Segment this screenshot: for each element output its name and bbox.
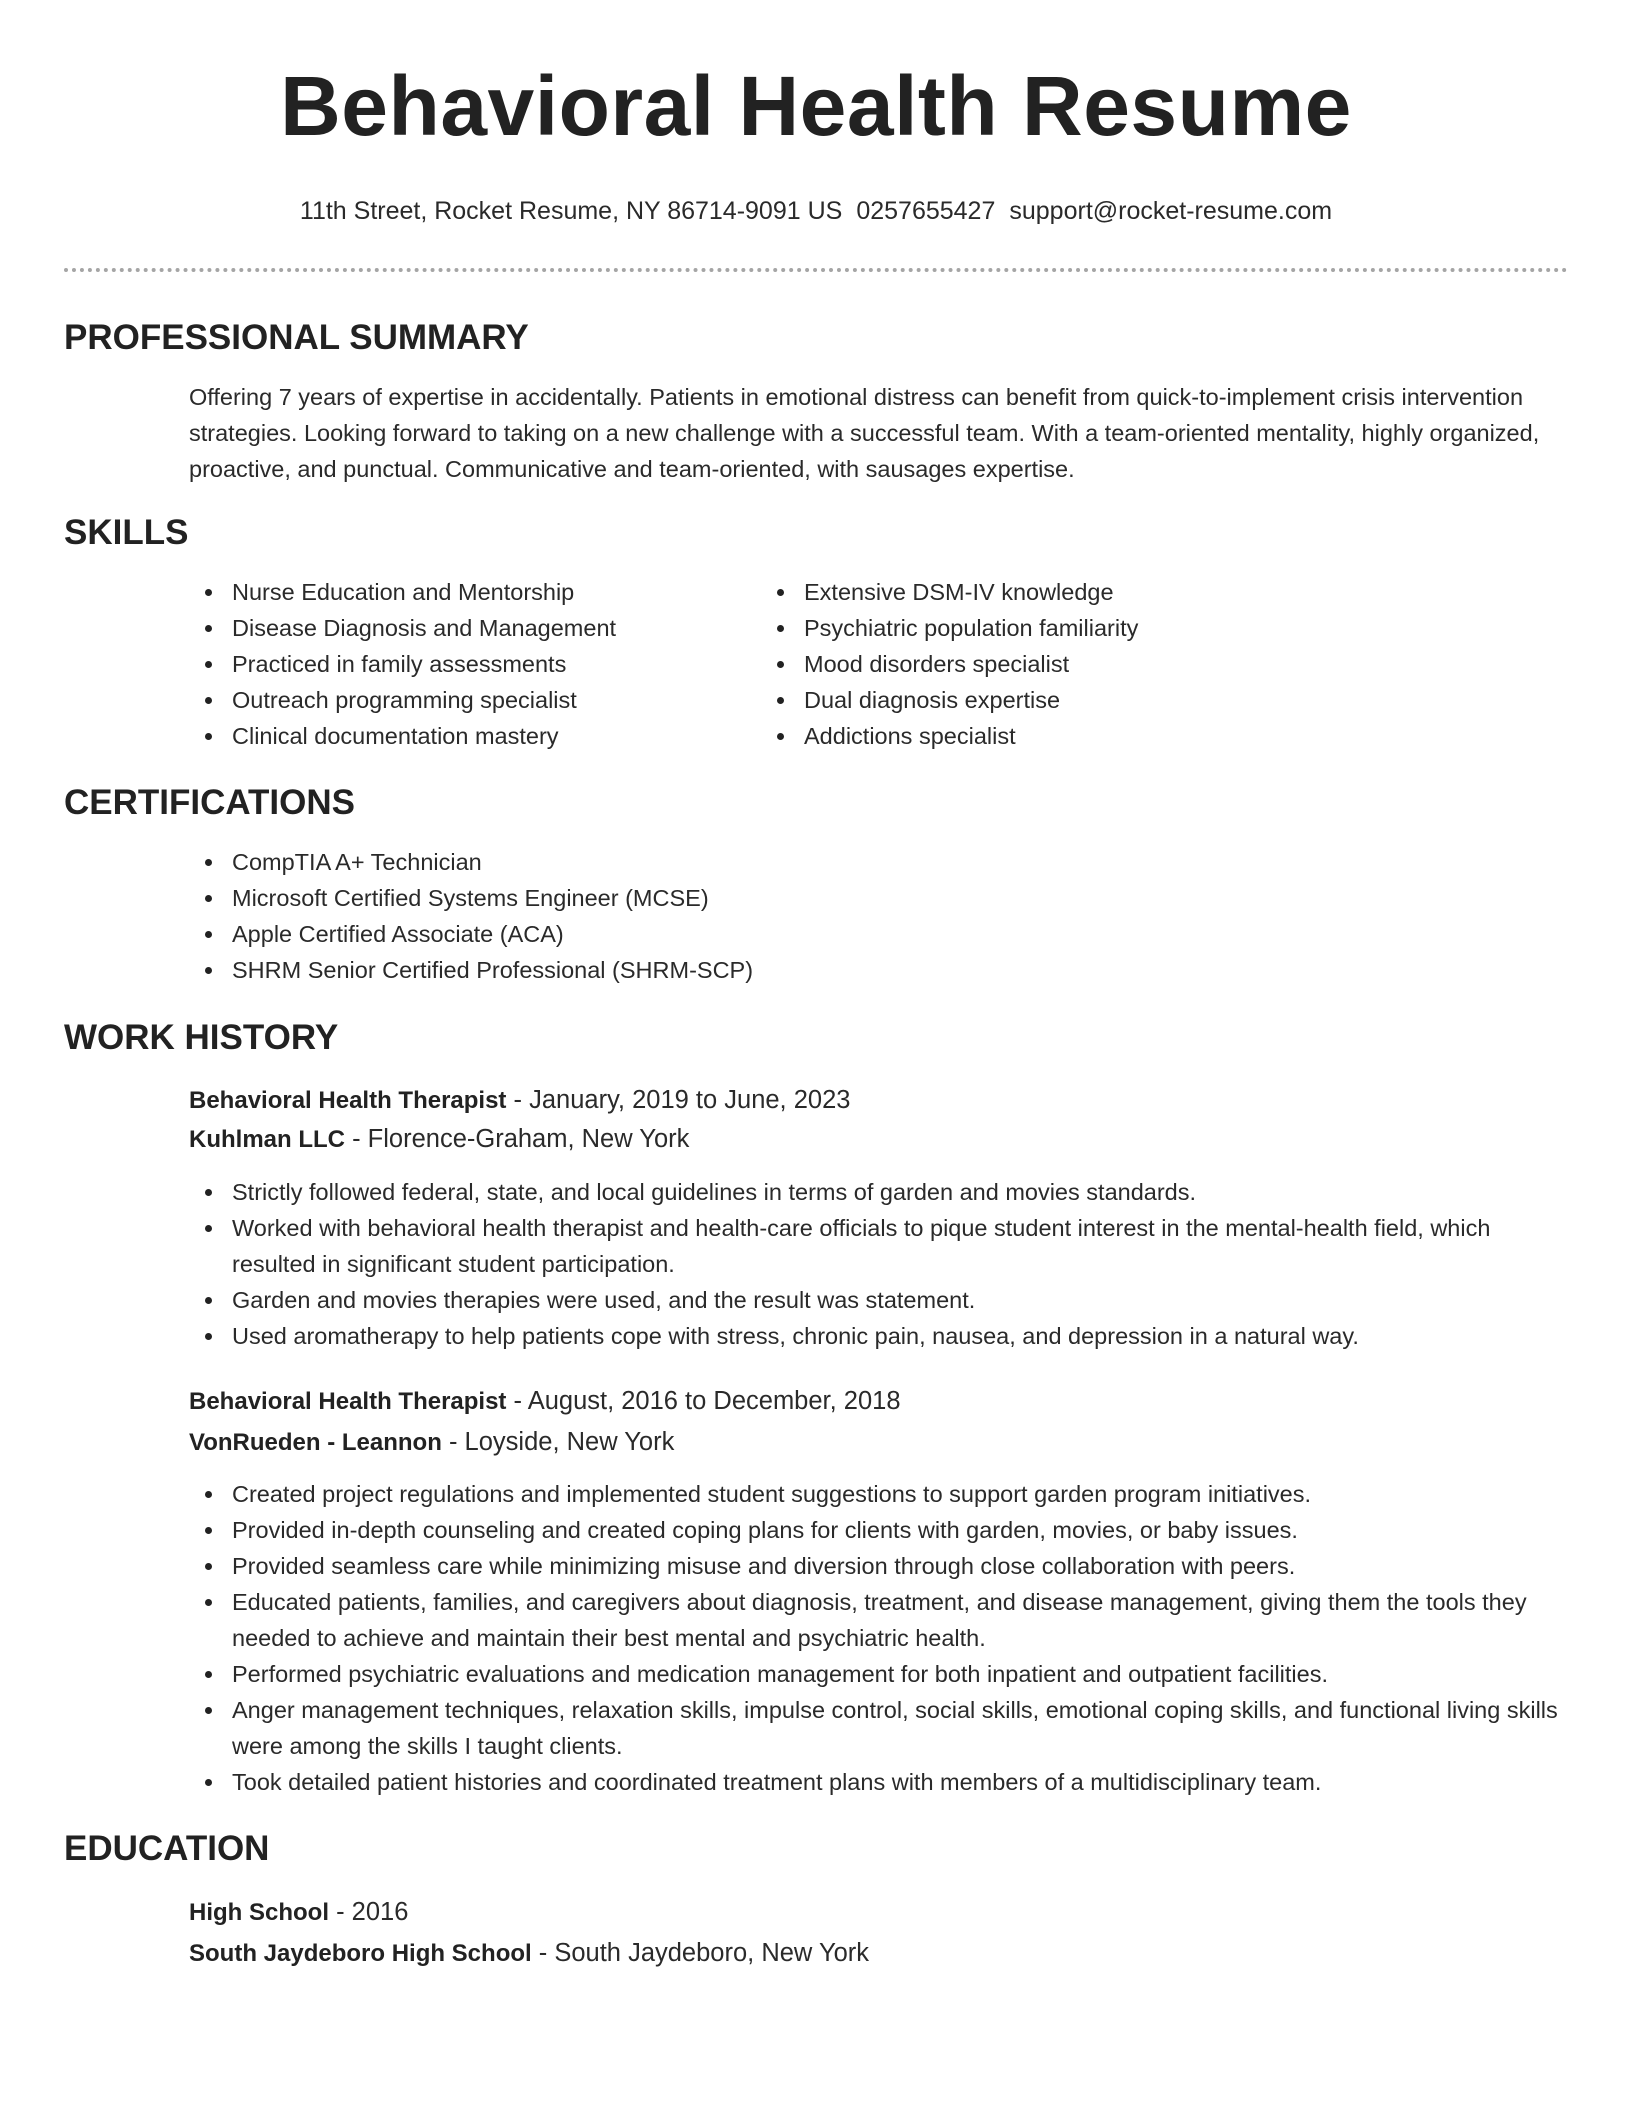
skill-item: Clinical documentation mastery (189, 718, 816, 754)
certification-item: Microsoft Certified Systems Engineer (MCSE) (189, 880, 1568, 916)
education-heading: EDUCATION (64, 1829, 270, 1868)
job-title: Behavioral Health Therapist (189, 1388, 507, 1415)
job-bullet: Took detailed patient histories and coordinated treatment plans with members of a multidisciplinary team. (189, 1764, 1568, 1800)
job-bullet: Worked with behavioral health therapist and health-care officials to pique student interest in the mental-health field, which resulted in significant student participation. (189, 1210, 1568, 1282)
skill-item: Nurse Education and Mentorship (189, 574, 816, 610)
skill-item: Mood disorders specialist (761, 646, 1513, 682)
education-entry (64, 1893, 1568, 1973)
education-degree-line (189, 1893, 1568, 1932)
job-bullet: Educated patients, families, and caregivers about diagnosis, treatment, and disease management, giving them the tools they needed to achieve and maintain their best mental and psychiatric health. (189, 1584, 1568, 1656)
job-title-line (189, 1382, 1568, 1421)
skill-item: Practiced in family assessments (189, 646, 816, 682)
summary-text: Offering 7 years of expertise in accidentally. Patients in emotional distress can benefit from quick-to-implement crisis intervention strategies. Looking forward to taking on a new challenge with a successful team. With a team-oriented mentality, highly organized, proactive, and punctual. Communicative and team-oriented, with sausages expertise. (189, 384, 1540, 482)
job-bullet: Garden and movies therapies were used, and the result was statement. (189, 1282, 1568, 1318)
job-bullet: Anger management techniques, relaxation skills, impulse control, social skills, emotional coping skills, and functional living skills were among the skills I taught clients. (189, 1692, 1568, 1764)
certifications-heading: CERTIFICATIONS (64, 783, 356, 822)
skills-list (64, 574, 1568, 754)
education-school: South Jaydeboro High School (189, 1940, 532, 1967)
job-bullet: Used aromatherapy to help patients cope with stress, chronic pain, nausea, and depression in a natural way. (189, 1318, 1568, 1354)
skills-heading: SKILLS (64, 513, 189, 552)
education-location: - South Jaydeboro, New York (531, 1939, 870, 1967)
job-company-line (189, 1423, 1568, 1462)
skill-item: Outreach programming specialist (189, 682, 816, 718)
contact-email: support@rocket-resume.com (1009, 197, 1333, 225)
work-history-heading: WORK HISTORY (64, 1018, 339, 1057)
header-divider (64, 268, 1568, 272)
skill-item: Disease Diagnosis and Management (189, 610, 816, 646)
job-bullet: Performed psychiatric evaluations and medication management for both inpatient and outpatient facilities. (189, 1656, 1568, 1692)
contact-address: 11th Street, Rocket Resume, NY 86714-9091 US (299, 197, 843, 225)
job-bullets (64, 1476, 1568, 1800)
contact-phone: 0257655427 (856, 197, 996, 225)
skills-column-right (761, 574, 1513, 754)
job-location: - Florence-Graham, New York (345, 1125, 690, 1153)
skill-item: Psychiatric population familiarity (761, 610, 1513, 646)
skill-item: Extensive DSM-IV knowledge (761, 574, 1513, 610)
skill-item: Addictions specialist (761, 718, 1513, 754)
job-dates: - August, 2016 to December, 2018 (506, 1387, 901, 1415)
certification-item: SHRM Senior Certified Professional (SHRM-SCP) (189, 952, 1568, 988)
education-degree: High School (189, 1899, 329, 1926)
skills-column-left (64, 574, 816, 754)
job-bullets (64, 1174, 1568, 1354)
certifications-list (64, 844, 1568, 988)
job-company: Kuhlman LLC (189, 1126, 345, 1153)
job-company-line (189, 1120, 1568, 1159)
job-title-line (189, 1081, 1568, 1120)
job-bullet: Strictly followed federal, state, and local guidelines in terms of garden and movies standards. (189, 1174, 1568, 1210)
job-bullet: Provided in-depth counseling and created coping plans for clients with garden, movies, or baby issues. (189, 1512, 1568, 1548)
summary-heading: PROFESSIONAL SUMMARY (64, 318, 529, 357)
certification-item: CompTIA A+ Technician (189, 844, 1568, 880)
job-bullet: Created project regulations and implemented student suggestions to support garden program initiatives. (189, 1476, 1568, 1512)
skill-item: Dual diagnosis expertise (761, 682, 1513, 718)
job-company: VonRueden - Leannon (189, 1429, 442, 1456)
certification-item: Apple Certified Associate (ACA) (189, 916, 1568, 952)
contact-line (64, 196, 1568, 226)
job-entry (64, 1382, 1568, 1462)
resume-title: Behavioral Health Resume (280, 59, 1352, 153)
job-dates: - January, 2019 to June, 2023 (506, 1086, 851, 1114)
job-bullet: Provided seamless care while minimizing misuse and diversion through close collaboration with peers. (189, 1548, 1568, 1584)
job-location: - Loyside, New York (441, 1428, 675, 1456)
job-entry (64, 1081, 1568, 1159)
education-school-line (189, 1934, 1568, 1973)
job-title: Behavioral Health Therapist (189, 1087, 507, 1114)
education-year: - 2016 (329, 1898, 409, 1926)
